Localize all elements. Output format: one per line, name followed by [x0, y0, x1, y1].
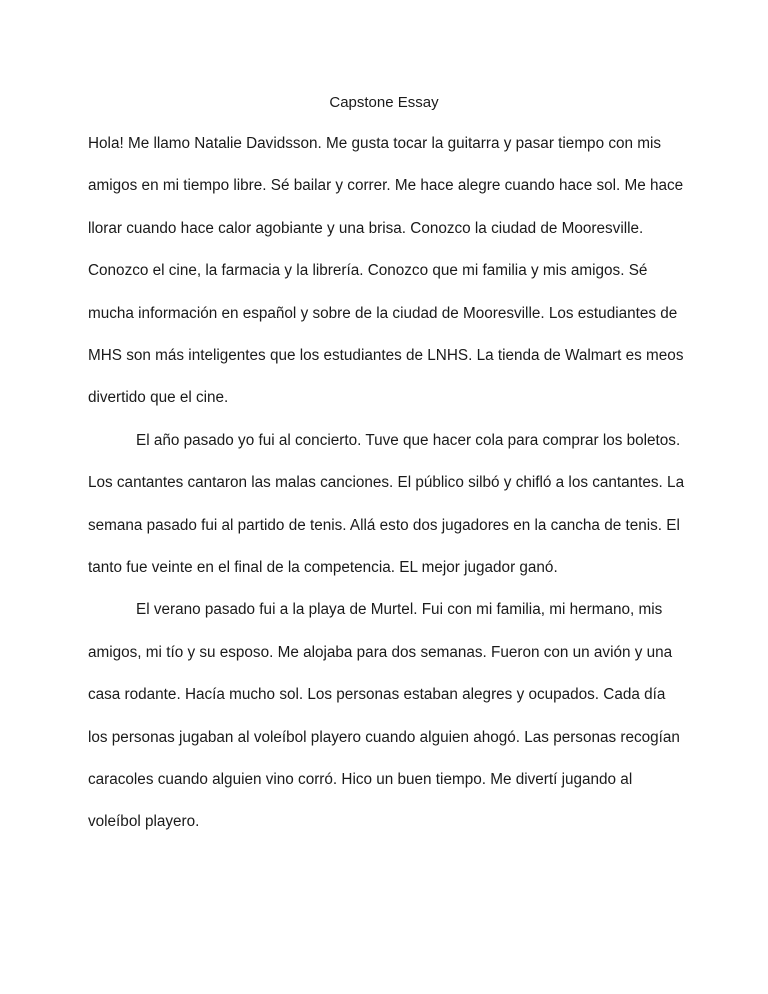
essay-title: Capstone Essay	[329, 94, 439, 111]
paragraph-3-line: El verano pasado fui a la playa de Murtel. Fui con mi familia, mi hermano, mis	[136, 601, 663, 619]
paragraph-2-line: semana pasado fui al partido de tenis. Allá esto dos jugadores en la cancha de tenis. El	[88, 516, 680, 534]
paragraph-3-line: los personas jugaban al voleíbol playero cuando alguien ahogó. Las personas recogían	[88, 728, 680, 746]
paragraph-1-line: MHS son más inteligentes que los estudiantes de LNHS. La tienda de Walmart es meos	[88, 347, 684, 364]
paragraph-2-line: El año pasado yo fui al concierto. Tuve que hacer cola para comprar los boletos.	[136, 431, 681, 449]
paragraph-1-line: mucha información en español y sobre de la ciudad de Mooresville. Los estudiantes de	[88, 304, 678, 322]
paragraph-3-line: casa rodante. Hacía mucho sol. Los personas estaban alegres y ocupados. Cada día	[88, 686, 666, 704]
paragraph-1-line: Hola! Me llamo Natalie Davidsson. Me gusta tocar la guitarra y pasar tiempo con mis	[88, 135, 662, 152]
paragraph-1-line: Conozco el cine, la farmacia y la librería. Conozco que mi familia y mis amigos. Sé	[88, 262, 648, 280]
paragraph-2-line: tanto fue veinte en el final de la competencia. EL mejor jugador ganó.	[88, 559, 558, 576]
paragraph-1-line: amigos en mi tiempo libre. Sé bailar y correr. Me hace alegre cuando hace sol. Me hace	[88, 177, 684, 195]
paragraph-1-line: llorar cuando hace calor agobiante y una brisa. Conozco la ciudad de Mooresville.	[88, 219, 644, 237]
paragraph-1-line: divertido que el cine.	[88, 389, 229, 407]
paragraph-3-line: caracoles cuando alguien vino corró. Hico un buen tiempo. Me divertí jugando al	[88, 771, 633, 788]
paragraph-3-line: amigos, mi tío y su esposo. Me alojaba para dos semanas. Fueron con un avión y una	[88, 643, 673, 661]
paragraph-2-line: Los cantantes cantaron las malas canciones. El público silbó y chifló a los cantantes. La	[88, 474, 685, 492]
paragraph-3-line: voleíbol playero.	[88, 813, 200, 831]
